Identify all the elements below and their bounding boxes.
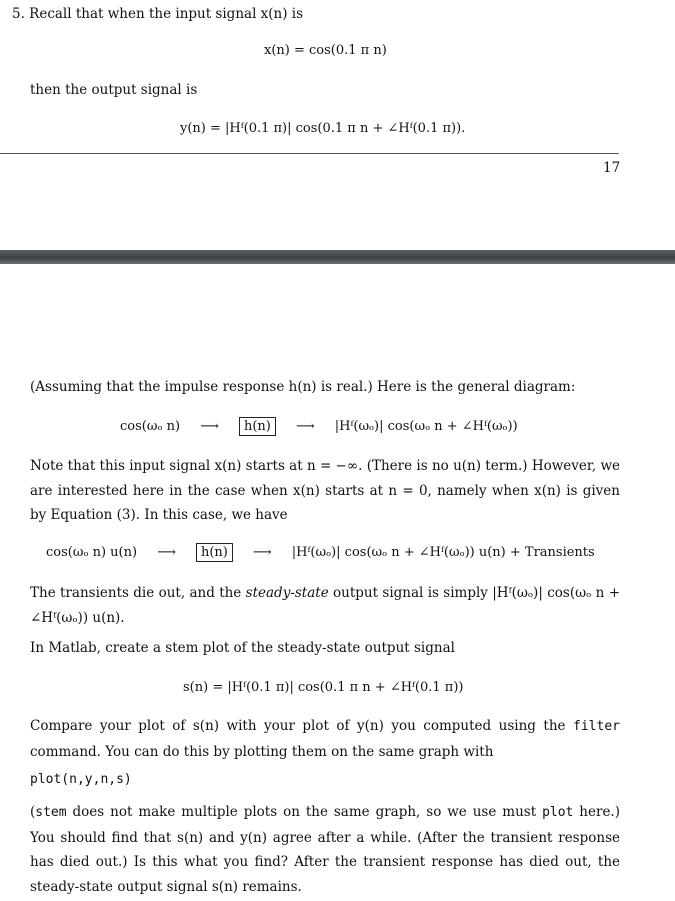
plot-command: plot — [542, 805, 574, 820]
compare-paragraph: Compare your plot of s(n) with your plot of y(n) you computed using the filter command. You can do this by plotting them on the same graph with — [30, 718, 620, 760]
diagram2-input: cos(ωₒ n) u(n) — [46, 545, 138, 560]
plot-code: plot(n,y,n,s) — [30, 772, 132, 787]
arrow-icon: ⟶ — [296, 419, 315, 434]
diagram1-output: |Hᶠ(ωₒ)| cos(ωₒ n + ∠Hᶠ(ωₒ)) — [334, 419, 518, 434]
matlab-text: In Matlab, create a stem plot of the steady-state output signal — [30, 640, 455, 656]
page-divider-line — [0, 153, 619, 154]
final-paragraph: (stem does not make multiple plots on the same graph, so we use must plot here.) You should find that s(n) and y(n) agree after a while. (After the transient response has died out.) Is this what you find? After the transient response has died out, the steady-state output signal s(n) remains. — [30, 804, 620, 895]
page-number: 17 — [603, 160, 621, 176]
diagram1-system-box: h(n) — [239, 417, 276, 436]
diagram2-output: |Hᶠ(ωₒ)| cos(ωₒ n + ∠Hᶠ(ωₒ)) u(n) + Transients — [291, 545, 595, 560]
note-paragraph: Note that this input signal x(n) starts at n = −∞. (There is no u(n) term.) However, we are interested here in the case when x(n) starts at n = 0, namely when x(n) is given by Equation (3). In this case, we have — [30, 458, 620, 523]
s-equation: s(n) = |Hᶠ(0.1 π)| cos(0.1 π n + ∠Hᶠ(0.1 π)) — [183, 680, 464, 695]
filter-command: filter — [573, 719, 620, 734]
transients-paragraph: The transients die out, and the steady-state output signal is simply |Hᶠ(ωₒ)| cos(ωₒ n + ∠Hᶠ(ωₒ)) u(n). — [30, 585, 621, 626]
arrow-icon: ⟶ — [157, 545, 176, 560]
problem-heading: 5. Recall that when the input signal x(n) is — [12, 6, 304, 22]
output-equation: y(n) = |Hᶠ(0.1 π)| cos(0.1 π n + ∠Hᶠ(0.1 π)). — [180, 121, 466, 136]
steady-state-term: steady-state — [245, 585, 329, 601]
input-equation: x(n) = cos(0.1 π n) — [264, 43, 387, 58]
stem-command: stem — [35, 805, 67, 820]
diagram-general — [120, 417, 518, 436]
assume-text: (Assuming that the impulse response h(n) is real.) Here is the general diagram: — [30, 379, 576, 395]
then-text: then the output signal is — [30, 82, 198, 98]
arrow-icon: ⟶ — [200, 419, 219, 434]
diagram-causal — [46, 543, 595, 562]
diagram2-system-box: h(n) — [196, 543, 233, 562]
diagram1-input: cos(ωₒ n) — [120, 419, 181, 434]
arrow-icon: ⟶ — [253, 545, 272, 560]
page-break-bar — [0, 250, 675, 264]
